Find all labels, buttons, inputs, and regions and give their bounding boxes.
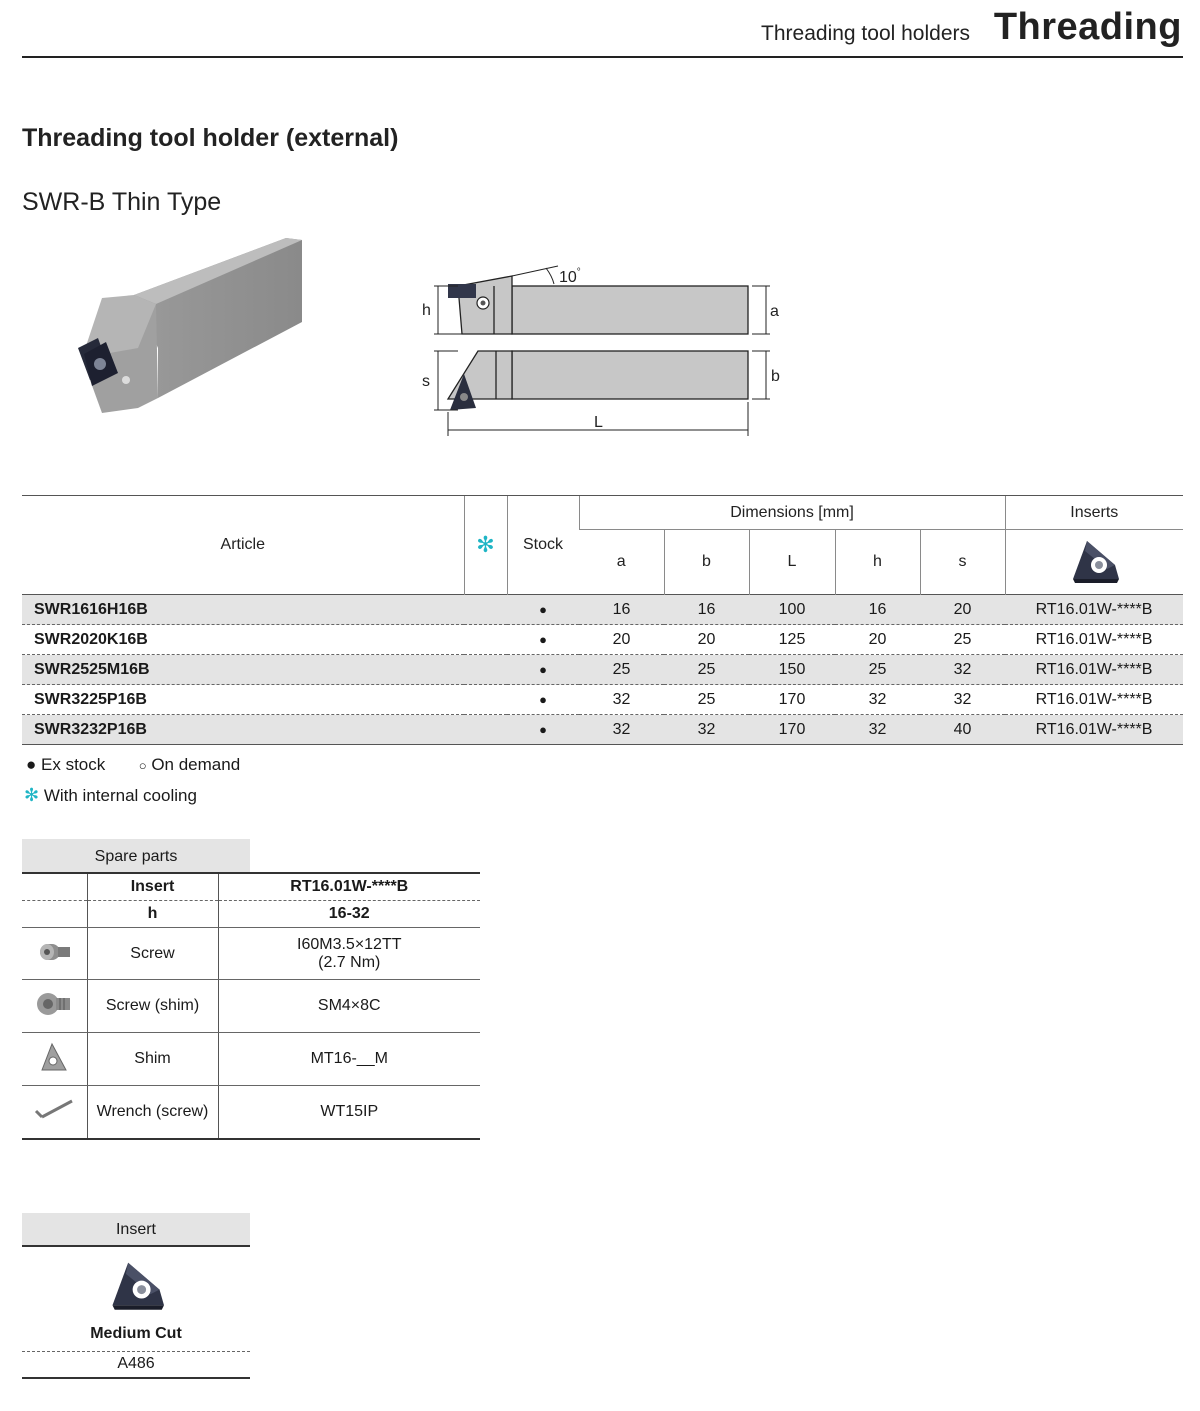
- dim-a-cell: 20: [579, 625, 664, 655]
- header-section: Threading tool holders: [761, 22, 970, 45]
- stock-cell: ●: [507, 625, 579, 655]
- spare-h-value: 16-32: [218, 901, 480, 928]
- dim-s-cell: 25: [920, 625, 1005, 655]
- screw-icon: [22, 928, 87, 980]
- dim-h-cell: 25: [835, 655, 920, 685]
- shim-screw-icon: [22, 980, 87, 1033]
- stock-cell: ●: [507, 655, 579, 685]
- dim-b-cell: 20: [664, 625, 749, 655]
- article-cell: SWR3232P16B: [22, 715, 464, 745]
- insert-icon: [1065, 535, 1123, 585]
- insert-name: Medium Cut: [90, 1325, 182, 1342]
- dim-s-cell: 40: [920, 715, 1005, 745]
- dim-L-cell: 170: [749, 715, 835, 745]
- header-category: Threading: [993, 6, 1182, 48]
- cooling-cell: [464, 655, 507, 685]
- dim-h-cell: 16: [835, 595, 920, 625]
- legend-ex-stock: Ex stock: [41, 755, 106, 774]
- stock-cell: ●: [507, 715, 579, 745]
- table-row: [22, 715, 1183, 745]
- table-row: [22, 655, 1183, 685]
- dim-s-cell: 32: [920, 655, 1005, 685]
- legend-stock: [26, 755, 240, 775]
- col-dim-a: a: [579, 530, 664, 595]
- dimension-drawing: [418, 262, 794, 440]
- table-row: [22, 595, 1183, 625]
- table-row: [22, 685, 1183, 715]
- insert-icon: [103, 1256, 169, 1312]
- insert-thumbnail-cell: [1005, 530, 1183, 595]
- article-cell: SWR2525M16B: [22, 655, 464, 685]
- dim-a-cell: 25: [579, 655, 664, 685]
- insert-cell: RT16.01W-****B: [1005, 655, 1183, 685]
- dim-L-cell: 170: [749, 685, 835, 715]
- cooling-cell: [464, 685, 507, 715]
- dim-h-label: h: [422, 302, 431, 319]
- dim-a-cell: 16: [579, 595, 664, 625]
- spare-item-name: Shim: [87, 1033, 218, 1086]
- col-dim-s: s: [920, 530, 1005, 595]
- empty-dot-icon: ○: [138, 758, 147, 773]
- header-divider: [22, 56, 1183, 58]
- dim-s-label: s: [422, 373, 430, 390]
- page-title: Threading tool holder (external): [22, 124, 399, 152]
- insert-cell: RT16.01W-****B: [1005, 595, 1183, 625]
- insert-cell: RT16.01W-****B: [1005, 685, 1183, 715]
- page-subtitle: SWR-B Thin Type: [22, 188, 222, 216]
- dim-h-cell: 20: [835, 625, 920, 655]
- insert-code: A486: [117, 1355, 155, 1372]
- dim-a-cell: 32: [579, 715, 664, 745]
- legend-on-demand: On demand: [151, 755, 241, 774]
- insert-cell: RT16.01W-****B: [1005, 715, 1183, 745]
- spare-item-name: Wrench (screw): [87, 1086, 218, 1139]
- dim-b-cell: 32: [664, 715, 749, 745]
- spare-item-value: WT15IP: [218, 1086, 480, 1139]
- col-dim-b: b: [664, 530, 749, 595]
- dim-h-cell: 32: [835, 685, 920, 715]
- filled-dot-icon: ●: [26, 755, 37, 774]
- col-dim-h: h: [835, 530, 920, 595]
- spare-item-value: MT16-__M: [218, 1033, 480, 1086]
- insert-cell: RT16.01W-****B: [1005, 625, 1183, 655]
- col-dim-L: L: [749, 530, 835, 595]
- col-dimensions-header: Dimensions [mm]: [579, 496, 1005, 530]
- table-row: [22, 625, 1183, 655]
- col-stock-header: Stock: [507, 496, 579, 595]
- article-cell: SWR1616H16B: [22, 595, 464, 625]
- dim-L-cell: 150: [749, 655, 835, 685]
- spare-item-value: SM4×8C: [218, 980, 480, 1033]
- wrench-icon: [22, 1086, 87, 1139]
- spare-insert-value: RT16.01W-****B: [218, 873, 480, 901]
- insert-block-title: Insert: [22, 1213, 250, 1247]
- dim-b-label: b: [771, 368, 780, 385]
- dim-L-label: L: [594, 414, 603, 431]
- legend-internal-cooling: With internal cooling: [43, 786, 197, 805]
- spare-insert-label: Insert: [87, 873, 218, 901]
- article-table: [22, 495, 1183, 745]
- col-inserts-header: Inserts: [1005, 496, 1183, 530]
- article-cell: SWR2020K16B: [22, 625, 464, 655]
- stock-cell: ●: [507, 595, 579, 625]
- legend-cooling: [24, 785, 197, 806]
- col-article-header: Article: [22, 496, 464, 595]
- spare-parts-table: [22, 872, 480, 1140]
- snowflake-icon: ✻: [476, 532, 495, 557]
- dim-h-cell: 32: [835, 715, 920, 745]
- tool-holder-image: [78, 238, 304, 416]
- dim-a-cell: 32: [579, 685, 664, 715]
- dim-a-label: a: [770, 303, 779, 320]
- snowflake-icon: ✻: [24, 785, 40, 805]
- dim-b-cell: 25: [664, 655, 749, 685]
- spare-item-name: Screw: [87, 928, 218, 980]
- spare-h-label: h: [87, 901, 218, 928]
- dim-s-cell: 32: [920, 685, 1005, 715]
- angle-label: 10°: [559, 267, 581, 286]
- dim-L-cell: 100: [749, 595, 835, 625]
- spare-item-name: Screw (shim): [87, 980, 218, 1033]
- dim-L-cell: 125: [749, 625, 835, 655]
- spare-parts-title: Spare parts: [22, 839, 250, 872]
- dim-b-cell: 16: [664, 595, 749, 625]
- insert-bottom-rule: [22, 1377, 250, 1379]
- cooling-cell: [464, 715, 507, 745]
- cooling-cell: [464, 595, 507, 625]
- cooling-cell: [464, 625, 507, 655]
- insert-divider: [22, 1351, 250, 1352]
- dim-s-cell: 20: [920, 595, 1005, 625]
- spare-item-value: I60M3.5×12TT (2.7 Nm): [218, 928, 480, 980]
- shim-icon: [22, 1033, 87, 1086]
- stock-cell: ●: [507, 685, 579, 715]
- dim-b-cell: 25: [664, 685, 749, 715]
- cooling-col-header: [464, 496, 507, 595]
- article-cell: SWR3225P16B: [22, 685, 464, 715]
